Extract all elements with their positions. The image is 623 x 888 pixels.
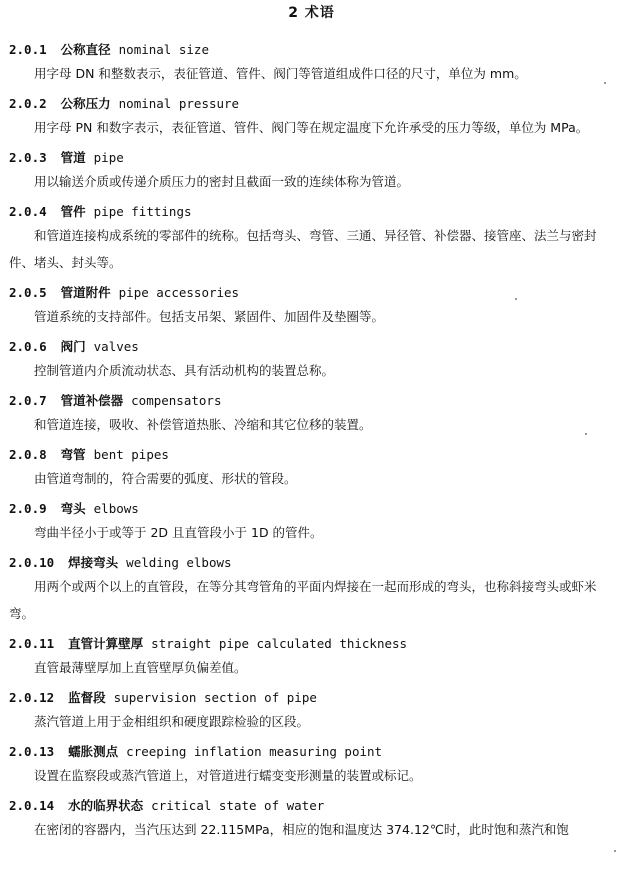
term-heading <box>0 445 623 465</box>
term-chinese: 管道附件 <box>60 285 111 300</box>
term-definition: 直管最薄壁厚加上直管壁厚负偏差值。 <box>34 660 247 675</box>
term-2-0-5 <box>0 283 623 330</box>
term-2-0-11 <box>0 634 623 681</box>
term-number: 2.0.6 <box>9 339 47 354</box>
term-2-0-4 <box>0 202 623 276</box>
term-chinese: 水的临界状态 <box>68 798 144 813</box>
chapter-title: 2 术语 <box>288 5 335 21</box>
term-2-0-6 <box>0 337 623 384</box>
term-2-0-7 <box>0 391 623 438</box>
term-definition: 蒸汽管道上用于金相组织和硬度跟踪检验的区段。 <box>34 714 310 729</box>
term-number: 2.0.9 <box>9 501 47 516</box>
term-heading <box>0 40 623 60</box>
term-chinese: 公称直径 <box>60 42 111 57</box>
scan-speck <box>614 850 616 852</box>
term-heading <box>0 553 623 573</box>
term-english: compensators <box>131 393 222 408</box>
term-2-0-13 <box>0 742 623 789</box>
term-number: 2.0.8 <box>9 447 47 462</box>
term-number: 2.0.12 <box>9 690 55 705</box>
term-english: nominal pressure <box>118 96 240 111</box>
term-definition: 和管道连接构成系统的零部件的统称。包括弯头、弯管、三通、异径管、补偿器、接管座、法兰与密封件、堵头、封头等。 <box>9 228 597 270</box>
term-heading <box>0 499 623 519</box>
term-chinese: 弯管 <box>60 447 86 462</box>
term-number: 2.0.11 <box>9 636 55 651</box>
term-number: 2.0.10 <box>9 555 55 570</box>
term-english: supervision section of pipe <box>113 690 317 705</box>
term-number: 2.0.4 <box>9 204 47 219</box>
term-chinese: 管件 <box>60 204 86 219</box>
term-definition: 弯曲半径小于或等于 2D 且直管段小于 1D 的管件。 <box>34 525 323 540</box>
term-chinese: 蠕胀测点 <box>68 744 119 759</box>
term-chinese: 直管计算壁厚 <box>68 636 144 651</box>
scan-speck <box>515 298 517 300</box>
term-number: 2.0.1 <box>9 42 47 57</box>
term-definition: 用字母 DN 和整数表示，表征管道、管件、阀门等管道组成件口径的尺寸，单位为 mm。 <box>34 66 527 81</box>
scan-speck <box>604 82 606 84</box>
term-heading <box>0 634 623 654</box>
term-2-0-1 <box>0 40 623 87</box>
term-heading <box>0 688 623 708</box>
term-english: creeping inflation measuring point <box>126 744 383 759</box>
term-chinese: 焊接弯头 <box>68 555 119 570</box>
term-english: bent pipes <box>93 447 169 462</box>
term-heading <box>0 391 623 411</box>
term-heading <box>0 796 623 816</box>
term-chinese: 公称压力 <box>60 96 111 111</box>
term-definition: 由管道弯制的，符合需要的弧度、形状的管段。 <box>34 471 297 486</box>
term-english: nominal size <box>118 42 209 57</box>
term-definition: 用字母 PN 和数字表示，表征管道、管件、阀门等在规定温度下允许承受的压力等级，单位为 MPa。 <box>34 120 589 135</box>
term-number: 2.0.13 <box>9 744 55 759</box>
term-definition: 管道系统的支持部件。包括支吊架、紧固件、加固件及垫圈等。 <box>34 309 385 324</box>
term-definition: 在密闭的容器内，当汽压达到 22.115MPa，相应的饱和温度达 374.12℃时，此时饱和蒸汽和饱 <box>34 822 569 837</box>
term-heading <box>0 337 623 357</box>
term-number: 2.0.2 <box>9 96 47 111</box>
term-heading <box>0 94 623 114</box>
term-chinese: 弯头 <box>60 501 86 516</box>
term-2-0-9 <box>0 499 623 546</box>
term-english: critical state of water <box>151 798 325 813</box>
term-english: elbows <box>93 501 139 516</box>
terms-list <box>0 40 623 850</box>
term-definition: 用两个或两个以上的直管段，在等分其弯管角的平面内焊接在一起而形成的弯头，也称斜接弯头或虾米弯。 <box>9 579 597 621</box>
term-2-0-10 <box>0 553 623 627</box>
term-chinese: 监督段 <box>68 690 106 705</box>
term-english: straight pipe calculated thickness <box>151 636 408 651</box>
term-chinese: 阀门 <box>60 339 86 354</box>
term-english: pipe fittings <box>93 204 192 219</box>
term-number: 2.0.7 <box>9 393 47 408</box>
term-definition: 和管道连接，吸收、补偿管道热胀、冷缩和其它位移的装置。 <box>34 417 372 432</box>
term-chinese: 管道补偿器 <box>60 393 124 408</box>
term-2-0-14 <box>0 796 623 843</box>
term-heading <box>0 148 623 168</box>
term-definition: 设置在监察段或蒸汽管道上，对管道进行蠕变变形测量的装置或标记。 <box>34 768 422 783</box>
term-number: 2.0.3 <box>9 150 47 165</box>
term-2-0-8 <box>0 445 623 492</box>
term-heading <box>0 742 623 762</box>
term-english: pipe accessories <box>118 285 240 300</box>
term-chinese: 管道 <box>60 150 86 165</box>
term-number: 2.0.14 <box>9 798 55 813</box>
term-2-0-3 <box>0 148 623 195</box>
term-english: pipe <box>93 150 124 165</box>
term-heading <box>0 202 623 222</box>
term-definition: 控制管道内介质流动状态、具有活动机构的装置总称。 <box>34 363 335 378</box>
term-definition: 用以输送介质或传递介质压力的密封且截面一致的连续体称为管道。 <box>34 174 410 189</box>
term-english: valves <box>93 339 139 354</box>
term-english: welding elbows <box>126 555 232 570</box>
term-heading <box>0 283 623 303</box>
scan-speck <box>585 433 587 435</box>
term-2-0-2 <box>0 94 623 141</box>
term-number: 2.0.5 <box>9 285 47 300</box>
term-2-0-12 <box>0 688 623 735</box>
